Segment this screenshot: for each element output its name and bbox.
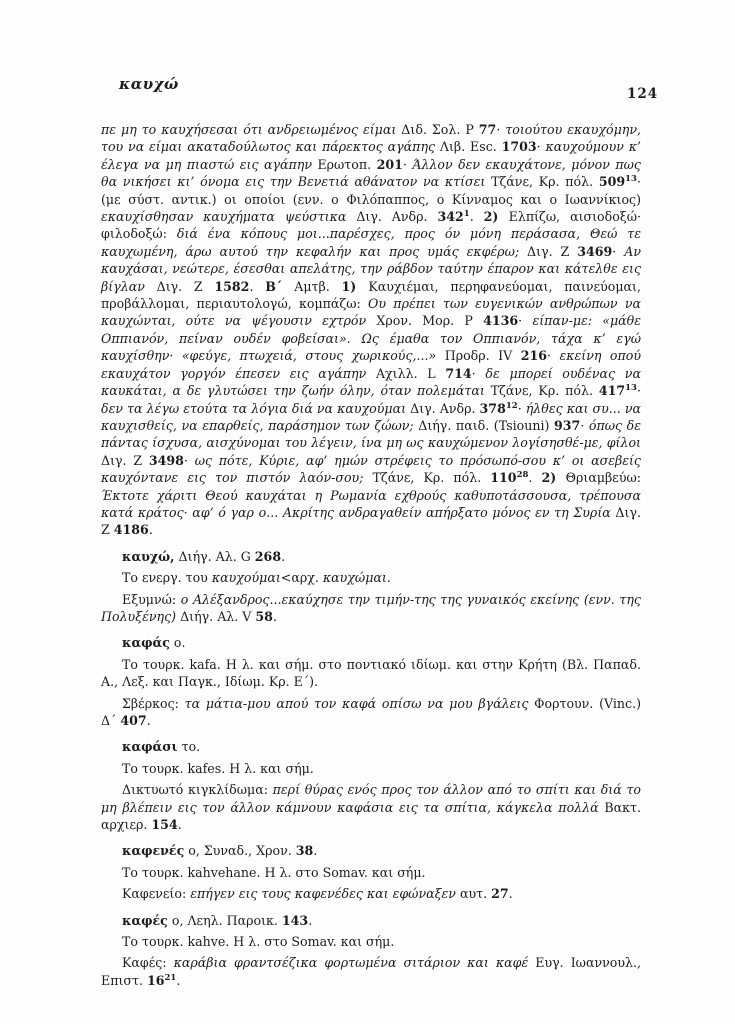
- text-segment: το.: [177, 739, 201, 755]
- text-segment: Προδρ. IV: [444, 348, 521, 364]
- text-segment: 3469: [577, 243, 613, 259]
- text-segment: ο, Συναδ., Χρον.: [184, 843, 296, 859]
- text-segment: ·: [517, 400, 526, 416]
- text-segment: Διήγ. παιδ. (Tsiouni): [418, 417, 555, 433]
- text-segment: ·: [402, 156, 413, 172]
- text-segment: 38: [295, 843, 314, 859]
- text-segment: δε μπορεί ουδένας να καυκάται, α δε γλυτώσει την ζωήν όλην, όταν πολεμάται: [101, 365, 641, 399]
- running-head: καυχώ: [119, 75, 179, 93]
- text-segment: τοιούτου εκαυχόμην, του να είμαι ακαταδούλωτος και πάρεκτος αγάπης: [101, 122, 641, 155]
- text-segment: 407: [120, 713, 147, 728]
- text-segment: .: [177, 817, 182, 833]
- page-body: [101, 121, 641, 989]
- text-segment: καφενές: [122, 843, 185, 859]
- text-segment: Διγ. Ανδρ.: [356, 209, 438, 225]
- text-segment: ο, Λεηλ. Παροικ.: [167, 912, 282, 928]
- text-segment: Άλλον δεν εκαυχάτονε, μόνον πως θα νικήσει κι’ όνομα εις την Βενετιά αθάνατον να κτίσει: [101, 156, 641, 190]
- entry-headword-line: [101, 548, 641, 565]
- entry-headword-line: [101, 634, 641, 651]
- text-segment: Διγ. Z: [527, 243, 578, 259]
- text-segment: .: [249, 278, 266, 294]
- text-segment: · (με σύστ. αντικ.) οι οποίοι (ενν. ο Φιλόπαππος, ο Κίνναμος και ο Ιωαννίκιος): [101, 174, 641, 207]
- text-segment: Βακτ. αρχιερ.: [101, 799, 641, 833]
- entry-kaucho-2: [101, 548, 641, 626]
- text-segment: Β΄: [265, 278, 295, 294]
- text-segment: 1582: [214, 278, 250, 294]
- text-segment: εκαυχίσθησαν καυχήματα ψεύστικα: [101, 209, 357, 225]
- text-segment: καυχούμαι: [211, 570, 281, 586]
- text-segment: Αν καυχάσαι, νεώτερε, έσεσθαι απελάτης, την ράβδον ταύτην έπαρον και κάτελθε εις βίγλαν: [101, 243, 641, 294]
- text-segment: 216: [520, 348, 548, 364]
- text-segment: .: [313, 843, 318, 859]
- text-segment: 4136: [483, 313, 519, 329]
- page-number: 124: [627, 86, 659, 102]
- entry-paragraph: [101, 591, 641, 626]
- text-segment: 1703: [501, 139, 537, 155]
- text-segment: Διγ. Z: [101, 504, 641, 538]
- text-segment: 13: [625, 174, 637, 185]
- entry-paragraph: [101, 933, 641, 950]
- text-segment: Το ενεργ. του: [122, 570, 212, 586]
- text-segment: 2): [483, 209, 509, 225]
- text-segment: διά ένα κόπους μοι...παρέσχες, προς όν μόνη περάσασα, Θεώ τε καυχωμένη, άρω αυτού την κεφαλήν και προς υμάς εκφέρω;: [101, 226, 641, 259]
- entry-paragraph: [101, 760, 641, 777]
- text-segment: 110: [490, 470, 517, 486]
- text-segment: Ευγ. Ιωαννουλ., Επιστ.: [101, 955, 641, 988]
- text-segment: 268: [254, 548, 282, 564]
- entry-paragraph: [101, 885, 641, 902]
- text-segment: 378: [479, 400, 506, 416]
- text-segment: Διγ. Z: [156, 278, 215, 294]
- text-segment: ήλθες και συ... να καυχισθείς, να επαρθείς, παράσημον των ζώων;: [101, 400, 641, 433]
- text-segment: 58: [255, 608, 273, 624]
- text-segment: .: [146, 713, 151, 728]
- text-segment: Εξυμνώ:: [122, 591, 181, 607]
- text-segment: ·: [471, 365, 486, 381]
- text-segment: ·: [580, 417, 589, 433]
- text-segment: Διήγ. Αλ. G: [174, 548, 255, 564]
- text-segment: Διγ. Z: [101, 452, 149, 468]
- text-segment: ·: [496, 122, 506, 137]
- entry-paragraph: [101, 954, 641, 989]
- text-segment: 13: [625, 383, 637, 394]
- text-segment: 77: [478, 122, 497, 137]
- text-segment: 342: [437, 209, 464, 225]
- text-segment: 937: [554, 417, 581, 433]
- continuation-paragraph: [101, 121, 641, 539]
- text-segment: 1): [341, 278, 369, 294]
- text-segment: Λιβ. Esc.: [439, 139, 502, 155]
- text-segment: ·: [636, 383, 641, 399]
- text-segment: είπαν-με: «μάθε Οππιανόν, πείναν ουδέν φοβείσαι». Ως έμαθα τον Οππιανόν, τάχα κ’ εγώ καυχίσθην· «φεύγε, πτωχειά, στους χωρικούς,...»: [101, 313, 641, 364]
- text-segment: Το τουρκ. kahve. Η λ. στο Somav. και σήμ.: [122, 934, 395, 950]
- text-segment: Θριαμβεύω:: [565, 470, 642, 486]
- text-segment: Δικτυωτό κιγκλίδωμα:: [122, 782, 273, 798]
- text-segment: Φορτουν. (Vinc.) Δ΄: [101, 695, 641, 728]
- text-segment: Διήγ. Αλ. V: [180, 608, 256, 624]
- text-segment: .: [469, 209, 484, 225]
- text-segment: καφάσι: [122, 739, 178, 755]
- text-segment: ·: [536, 139, 546, 155]
- entry-paragraph: [101, 569, 641, 586]
- text-segment: 16: [146, 972, 165, 988]
- text-segment: Έκτοτε χάριτι Θεού καυχάται η Ρωμανία εχθρούς καθυποτάσσουσα, τρέπουσα κατά κράτος· αφ’ ό γαρ ο... Ακρίτης ανδραγαθείν απήρξατο μόνος εν τη Συρία: [101, 487, 641, 520]
- text-segment: 417: [598, 383, 626, 399]
- text-segment: 21: [164, 972, 177, 983]
- text-segment: Το τουρκ. kafa. Η λ. και σήμ. στο ποντιακό ιδίωμ. και στην Κρήτη (Βλ. Παπαδ. Α., Λεξ. και Παγκ., Ιδίωμ. Κρ. Ε΄).: [101, 656, 641, 690]
- text-segment: .: [148, 522, 153, 538]
- text-segment: .: [508, 886, 513, 902]
- text-segment: .: [308, 912, 313, 928]
- text-segment: Τζάνε, Κρ. πόλ.: [491, 174, 599, 190]
- entry-headword-line: [101, 738, 641, 755]
- text-segment: Τζάνε, Κρ. πόλ.: [490, 383, 599, 399]
- text-segment: Καφές:: [122, 955, 174, 971]
- text-segment: Ου πρέπει των ευγενικών ανθρώπων να καυχώνται, ούτε να ψέγουσιν εχτρόν: [101, 296, 641, 329]
- text-segment: Ελπίζω, αισιοδοξώ· φιλοδοξώ:: [101, 209, 641, 242]
- text-segment: δεν τα λέγω ετούτα τα λόγια διά να καυχούμαι: [101, 400, 411, 416]
- text-segment: 4186: [113, 522, 149, 538]
- entry-paragraph: [101, 864, 641, 881]
- text-segment: Αμτβ.: [294, 278, 342, 294]
- text-segment: 27: [491, 886, 509, 902]
- text-segment: καράβια φραντσέζικα φορτωμένα σιτάριον και καφέ: [173, 955, 536, 971]
- text-segment: Τζάνε, Κρ. πόλ.: [372, 470, 491, 486]
- text-segment: καυχούμουν κ’ έλεγα να μη πιαστώ εις αγάπην: [101, 139, 641, 172]
- text-segment: αυτ.: [459, 886, 492, 902]
- entry-paragraph: [101, 695, 641, 730]
- text-segment: .: [176, 972, 181, 988]
- entry-headword-line: [101, 912, 641, 929]
- text-segment: 2): [541, 470, 566, 486]
- text-segment: 509: [598, 174, 626, 190]
- text-segment: ως πότε, Κύριε, αφ’ ημών στρέφεις το πρόσωπό-σου κ’ οι ασεβείς καυχόντανε εις τον πιστόν λαόν-σου;: [101, 452, 641, 486]
- text-segment: 714: [445, 365, 472, 381]
- text-segment: .: [281, 548, 286, 564]
- text-segment: ·: [518, 313, 533, 329]
- text-segment: πε μη το καυχήσεσαι ότι ανδρειωμένος είμαι: [101, 122, 402, 137]
- text-segment: 201: [376, 156, 403, 172]
- text-segment: .: [528, 470, 542, 486]
- text-segment: ·: [612, 243, 625, 259]
- text-segment: ο.: [169, 635, 186, 651]
- text-segment: όπως δε πάντας ίσχυσα, αισχύνομαι του λέγειν, ίνα μη ως καυχώμενον λογίσησθέ-με, φίλοι: [101, 417, 642, 451]
- text-segment: περί θύρας ενός προς τον άλλον από το σπίτι και διά το μη βλέπειν εις τον άλλον κάμνουν καφάσια εις τα σπίτια, κάγκελα πολλά: [101, 782, 641, 815]
- text-segment: Σβέρκος:: [122, 695, 185, 711]
- text-segment: Καφενείο:: [122, 886, 191, 902]
- text-segment: Διγ. Ανδρ.: [410, 400, 480, 416]
- text-segment: 12: [505, 400, 518, 411]
- text-segment: Χρον. Μορ. P: [376, 313, 484, 329]
- text-segment: ο Αλέξανδρος...εκαύχησε την τιμήν-της της γυναικός εκείνης (ενν. της Πολυξένης): [101, 591, 641, 624]
- text-segment: τα μάτια-μου απού τον καφά οπίσω να μου βγάλεις: [184, 695, 535, 711]
- entry-kafasi: [101, 738, 641, 833]
- text-segment: Το τουρκ. kahvehane. Η λ. στο Somav. και σήμ.: [122, 864, 426, 880]
- text-segment: .: [272, 608, 277, 624]
- text-segment: ·: [183, 452, 195, 468]
- text-segment: 3498: [148, 452, 184, 468]
- entry-paragraph: [101, 781, 641, 833]
- text-segment: <αρχ.: [280, 570, 323, 586]
- entry-headword-line: [101, 842, 641, 859]
- text-segment: καφάς: [122, 635, 170, 651]
- text-segment: 143: [281, 912, 309, 928]
- text-segment: καυχώ,: [122, 548, 175, 564]
- text-segment: Διδ. Σολ. P: [401, 122, 479, 137]
- text-segment: ·: [547, 348, 560, 364]
- entry-paragraph: [101, 656, 641, 691]
- entry-kafes: [101, 912, 641, 990]
- entry-kafas: [101, 634, 641, 729]
- text-segment: 154: [151, 817, 178, 833]
- text-segment: Ερωτοπ.: [317, 156, 377, 172]
- text-segment: 28: [516, 470, 529, 481]
- text-segment: Καυχιέμαι, περηφανεύομαι, παινεύομαι, προβάλλομαι, περιαυτολογώ, κομπάζω:: [101, 278, 641, 312]
- text-segment: Αχιλλ. L: [375, 365, 446, 381]
- entry-kafenes: [101, 842, 641, 902]
- text-segment: καυχώμαι.: [322, 570, 391, 586]
- text-segment: επήγεν εις τους καφενέδες και εφώναξεν: [190, 886, 460, 902]
- text-segment: 1: [463, 209, 470, 220]
- text-segment: Το τουρκ. kafes. Η λ. και σήμ.: [122, 760, 314, 776]
- text-segment: εκείνη οπού εκαυχάτον γοργόν έπεσεν εις αγάπην: [101, 348, 641, 381]
- text-segment: καφές: [122, 912, 168, 928]
